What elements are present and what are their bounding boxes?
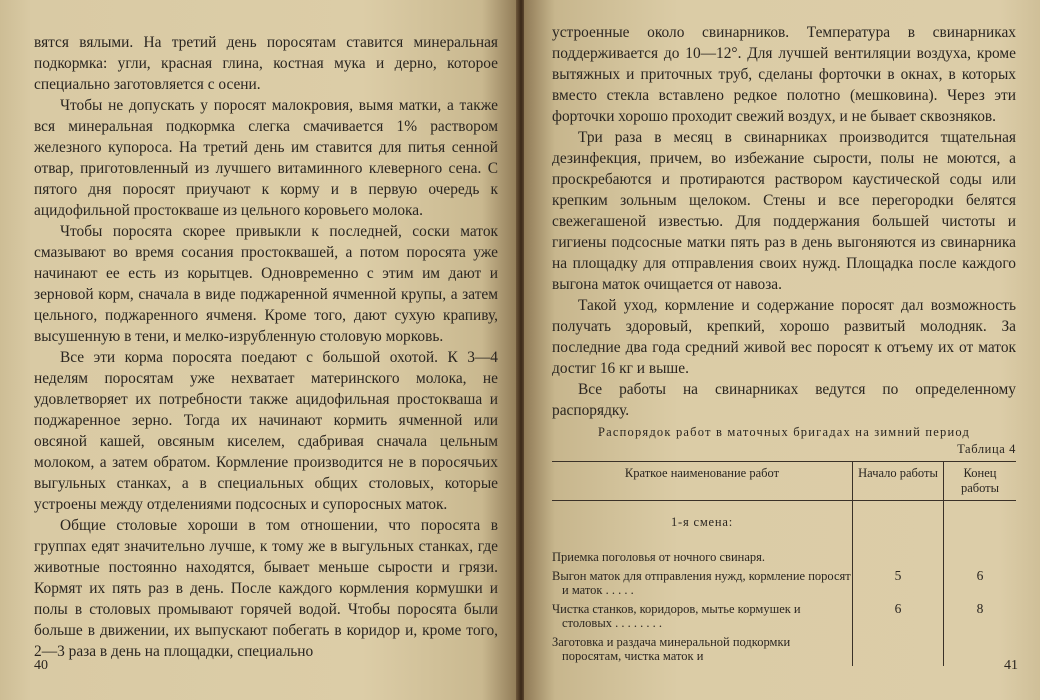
paragraph: Все эти корма поросята поедают с большой охотой. К 3—4 неделям поросятам уже нехватает материнского молока, не удовлетворяет их потребности также ацидофильная простокваша и поджаренное зерно. Тогда их начинают кормить ячменной или овсяной кашей, овсяным киселем, сдабривая сначала цельным молоком, а затем обратом. Кормление производится не в поросячьих выгульных станках, а в специальных общих столовых, которые устроены между отделениями подсосных и супоросных маток. <box>34 349 498 513</box>
table-label: Таблица 4 <box>957 442 1016 456</box>
start-cell <box>853 548 944 567</box>
shift-label: 1-я смена: <box>670 515 733 529</box>
table-row <box>552 633 1016 666</box>
column-header-start: Начало работы <box>853 462 944 501</box>
paragraph: устроенные около свинарников. Температура в свинарниках поддерживается до 10—12°. Для лучшей вентиляции воздуха, кроме вытяжных и приточных труб, сделаны форточки в окнах, в которых вместо стекла вставлено редкое полотно (мешковина). Через эти форточки хорошо проходит свежий воздух, и не бывает сквозняков. <box>552 24 1016 125</box>
task-cell: Выгон маток для отправления нужд, кормление поросят и маток . . . . . <box>552 569 851 597</box>
table-cell <box>944 501 1017 549</box>
end-cell: 8 <box>944 600 1017 633</box>
column-header-task: Краткое наименование работ <box>552 462 853 501</box>
table-row <box>552 548 1016 567</box>
table-cell <box>853 501 944 549</box>
column-header-end: Конец работы <box>944 462 1017 501</box>
start-cell: 6 <box>853 600 944 633</box>
task-cell: Чистка станков, коридоров, мытье кормушек и столовых . . . . . . . . <box>552 602 801 630</box>
end-cell <box>944 548 1017 567</box>
page-number: 41 <box>1004 658 1018 673</box>
table-header-row <box>552 462 1016 501</box>
table-row <box>552 501 1016 549</box>
table-row <box>552 600 1016 633</box>
paragraph: Чтобы поросята скорее привыкли к последней, соски маток смазывают во время сосания простоквашей, а потом поросята уже начинают ее есть из корытцев. Одновременно с этим им дают и зерновой корм, сначала в виде поджаренной ячменной крупы, а затем цельного, поджаренного ячменя. Кроме того, дают сухую крапиву, высушенную в тени, и мелко-изрубленную столовую морковь. <box>34 223 498 345</box>
paragraph: Такой уход, кормление и содержание поросят дал возможность получать здоровый, крепкий, хорошо развитый молодняк. За последние два года средний живой вес поросят к отъему их от маток достиг 16 кг и выше. <box>552 297 1016 377</box>
start-cell: 5 <box>853 567 944 600</box>
start-cell <box>853 633 944 666</box>
schedule-table <box>552 461 1016 666</box>
paragraph: Общие столовые хороши в том отношении, что поросята в группах едят значительно лучше, к тому же в выгульных станках, где животные постоянно находятся, бывает меньше сырости и грязи. Кормят их пять раз в день. После каждого кормления кормушки и полы в столовых промывают горячей водой. Чтобы поросята были больше в движении, их выпускают побегать в коридор и, кроме того, 2—3 раза в день на площадки, специально <box>34 517 498 660</box>
right-page <box>524 0 1040 700</box>
paragraph: Чтобы не допускать у поросят малокровия, вымя матки, а также вся минеральная подкормка слегка смачивается 1% раствором железного купороса. На третий день им ставится для питья сенной отвар, приготовленный из лучшего витаминного клеверного сена. С пятого дня поросят приучают к корму и в первую очередь к ацидофильной простокваше из цельного коровьего молока. <box>34 97 498 219</box>
paragraph: Все работы на свинарниках ведутся по определенному распорядку. <box>552 381 1016 419</box>
task-cell: Приемка поголовья от ночного свинаря. <box>552 550 765 564</box>
table-row <box>552 567 1016 600</box>
task-cell: Заготовка и раздача минеральной подкормки поросятам, чистка маток и <box>552 635 791 663</box>
end-cell: 6 <box>944 567 1017 600</box>
left-page <box>0 0 518 700</box>
paragraph: вятся вялыми. На третий день поросятам ставится минеральная подкормка: угли, красная глина, костная мука и дерно, которое специально заготовляется с осени. <box>34 34 498 93</box>
page-number: 40 <box>34 658 48 673</box>
paragraph: Три раза в месяц в свинарниках производится тщательная дезинфекция, причем, во избежание сырости, полы не моются, а проскребаются и протираются раствором каустической соды или крепким зольным щелоком. Стены и все перегородки белятся свежегашеной известью. Для поддержания большей чистоты и гигиены подсосные матки пять раз в день выгоняются из свинарника на площадку для отправления своих нужд. Площадка после каждого выгона маток очищается от навоза. <box>552 129 1016 293</box>
table-title: Распорядок работ в маточных бригадах на зимний период <box>597 425 971 439</box>
